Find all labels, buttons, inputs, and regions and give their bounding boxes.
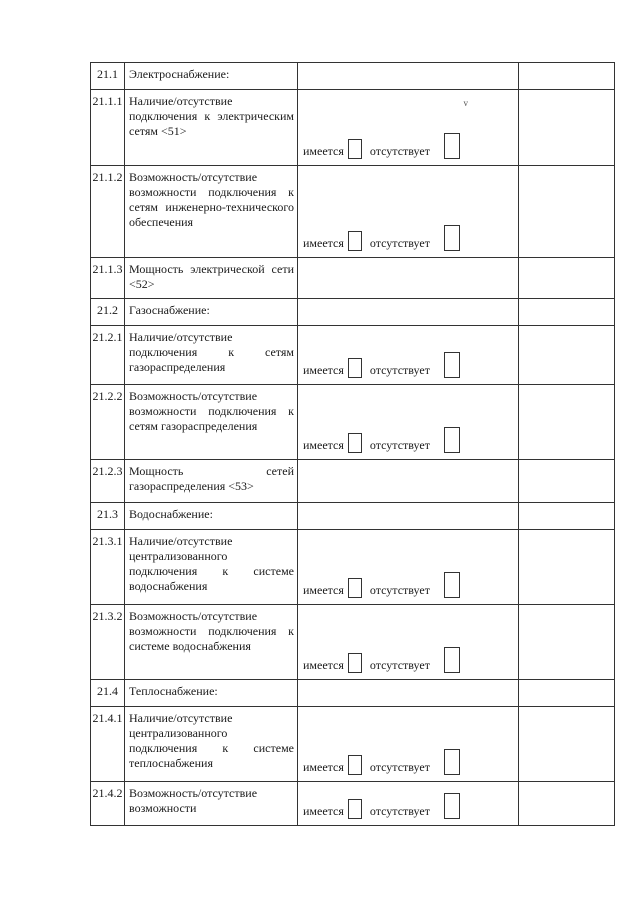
table-row — [91, 707, 615, 782]
row-description: Возможность/отсутствие возможности — [125, 782, 298, 826]
row-description: Возможность/отсутствие возможности подключения к системе водоснабжения — [125, 605, 298, 680]
extra-cell — [519, 90, 615, 166]
extra-cell — [519, 680, 615, 707]
row-number: 21.3 — [91, 503, 125, 530]
answer-cell[interactable] — [298, 258, 519, 299]
extra-cell — [519, 385, 615, 460]
extra-cell — [519, 326, 615, 385]
table-row — [91, 90, 615, 166]
row-description: Наличие/отсутствие централизованного подключения к системе теплоснабжения — [125, 707, 298, 782]
option-no-label: отсутствует — [369, 760, 430, 774]
answer-cell[interactable] — [298, 503, 519, 530]
answer-cell — [298, 782, 519, 826]
option-yes-label: имеется — [303, 804, 344, 818]
option-yes-label: имеется — [303, 583, 344, 597]
option-group — [303, 427, 460, 453]
extra-cell — [519, 63, 615, 90]
row-description: Возможность/отсутствие возможности подключения к сетям газораспределения — [125, 385, 298, 460]
yes-checkbox[interactable] — [348, 139, 362, 159]
option-group — [303, 572, 460, 598]
row-number: 21.1.3 — [91, 258, 125, 299]
option-yes-label: имеется — [303, 760, 344, 774]
extra-cell — [519, 605, 615, 680]
no-checkbox[interactable] — [444, 225, 460, 251]
option-no-label: отсутствует — [369, 583, 430, 597]
row-description: Газоснабжение: — [125, 299, 298, 326]
row-number: 21.3.1 — [91, 530, 125, 605]
row-description: Теплоснабжение: — [125, 680, 298, 707]
answer-cell — [298, 707, 519, 782]
row-description: Наличие/отсутствие подключения к сетям газораспределения — [125, 326, 298, 385]
yes-checkbox[interactable] — [348, 578, 362, 598]
option-yes-label: имеется — [303, 236, 344, 250]
extra-cell — [519, 530, 615, 605]
option-no-label: отсутствует — [369, 658, 430, 672]
row-number: 21.2.2 — [91, 385, 125, 460]
yes-checkbox[interactable] — [348, 358, 362, 378]
answer-cell — [298, 530, 519, 605]
option-group — [303, 225, 460, 251]
answer-cell[interactable] — [298, 460, 519, 503]
yes-checkbox[interactable] — [348, 799, 362, 819]
table-row — [91, 299, 615, 326]
option-yes-label: имеется — [303, 363, 344, 377]
no-checkbox[interactable] — [444, 427, 460, 453]
option-no-label: отсутствует — [369, 144, 430, 158]
answer-cell[interactable] — [298, 299, 519, 326]
row-description: Электроснабжение: — [125, 63, 298, 90]
extra-cell — [519, 299, 615, 326]
no-checkbox[interactable] — [444, 133, 460, 159]
option-group — [303, 793, 460, 819]
answer-cell — [298, 385, 519, 460]
table-row — [91, 326, 615, 385]
row-number: 21.2 — [91, 299, 125, 326]
row-number: 21.1.2 — [91, 166, 125, 258]
row-number: 21.1.1 — [91, 90, 125, 166]
table-row — [91, 460, 615, 503]
extra-cell — [519, 258, 615, 299]
option-no-label: отсутствует — [369, 438, 430, 452]
option-group — [303, 647, 460, 673]
row-number: 21.4 — [91, 680, 125, 707]
no-checkbox[interactable] — [444, 572, 460, 598]
option-no-label: отсутствует — [369, 236, 430, 250]
answer-cell — [298, 605, 519, 680]
yes-checkbox[interactable] — [348, 231, 362, 251]
row-number: 21.4.1 — [91, 707, 125, 782]
option-group — [303, 133, 460, 159]
table-row — [91, 530, 615, 605]
no-checkbox[interactable] — [444, 647, 460, 673]
row-description: Мощность электрической сети <52> — [125, 258, 298, 299]
table-row — [91, 782, 615, 826]
extra-cell — [519, 460, 615, 503]
table-row — [91, 63, 615, 90]
yes-checkbox[interactable] — [348, 755, 362, 775]
row-number: 21.1 — [91, 63, 125, 90]
row-number: 21.2.1 — [91, 326, 125, 385]
row-description: Наличие/отсутствие подключения к электрическим сетям <51> — [125, 90, 298, 166]
table-row — [91, 385, 615, 460]
extra-cell — [519, 782, 615, 826]
option-group — [303, 749, 460, 775]
no-checkbox[interactable] — [444, 793, 460, 819]
table-row — [91, 258, 615, 299]
table-row — [91, 680, 615, 707]
answer-cell — [298, 326, 519, 385]
row-description: Водоснабжение: — [125, 503, 298, 530]
answer-cell — [298, 166, 519, 258]
no-checkbox[interactable] — [444, 352, 460, 378]
table-row — [91, 503, 615, 530]
yes-checkbox[interactable] — [348, 433, 362, 453]
extra-cell — [519, 503, 615, 530]
row-description: Мощность сетей газораспределения <53> — [125, 460, 298, 503]
row-description: Возможность/отсутствие возможности подключения к сетям инженерно-технического обеспечения — [125, 166, 298, 258]
extra-cell — [519, 707, 615, 782]
yes-checkbox[interactable] — [348, 653, 362, 673]
row-number: 21.4.2 — [91, 782, 125, 826]
pen-mark: v — [463, 98, 468, 108]
option-no-label: отсутствует — [369, 363, 430, 377]
option-yes-label: имеется — [303, 438, 344, 452]
answer-cell[interactable] — [298, 63, 519, 90]
answer-cell — [298, 90, 519, 166]
no-checkbox[interactable] — [444, 749, 460, 775]
option-yes-label: имеется — [303, 144, 344, 158]
table-row — [91, 166, 615, 258]
row-number: 21.2.3 — [91, 460, 125, 503]
option-yes-label: имеется — [303, 658, 344, 672]
row-description: Наличие/отсутствие централизованного подключения к системе водоснабжения — [125, 530, 298, 605]
utilities-form-table — [90, 62, 615, 826]
table-row — [91, 605, 615, 680]
option-no-label: отсутствует — [369, 804, 430, 818]
row-number: 21.3.2 — [91, 605, 125, 680]
option-group — [303, 352, 460, 378]
answer-cell[interactable] — [298, 680, 519, 707]
extra-cell — [519, 166, 615, 258]
